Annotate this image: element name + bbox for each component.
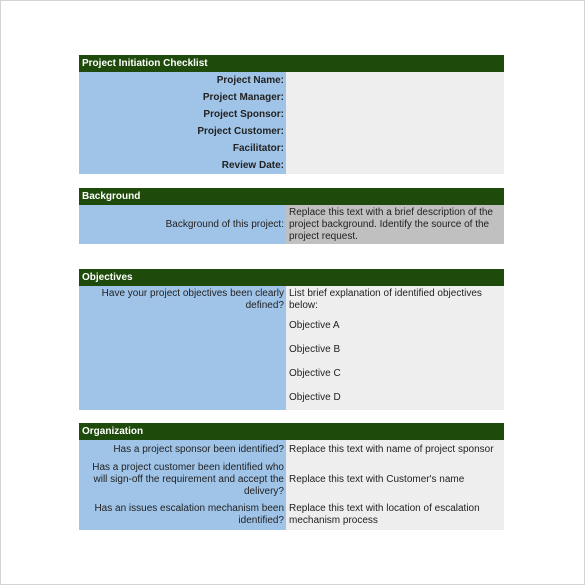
background-value[interactable]: Replace this text with a brief description of the project background. Identify the source of the project request.	[286, 205, 504, 244]
field-row	[79, 157, 504, 174]
review-date-label: Review Date:	[79, 157, 286, 174]
customer-answer[interactable]: Replace this text with Customer's name	[286, 460, 504, 502]
organization-section	[79, 423, 504, 530]
project-customer-label: Project Customer:	[79, 123, 286, 140]
objectives-question: Have your project objectives been clearly defined?	[79, 286, 286, 410]
project-manager-value[interactable]	[286, 89, 504, 106]
sponsor-question: Has a project sponsor been identified?	[79, 440, 286, 460]
initiation-section	[79, 55, 504, 174]
objective-item: Objective A	[289, 320, 340, 331]
escalation-answer[interactable]: Replace this text with location of escalation mechanism process	[286, 502, 504, 530]
background-section	[79, 188, 504, 244]
initiation-header: Project Initiation Checklist	[79, 55, 504, 72]
objective-item: Objective C	[289, 368, 341, 379]
project-name-value[interactable]	[286, 72, 504, 89]
objectives-section	[79, 269, 504, 410]
background-row	[79, 205, 504, 244]
objectives-header: Objectives	[79, 269, 504, 286]
review-date-value[interactable]	[286, 157, 504, 174]
field-row	[79, 72, 504, 89]
background-label: Background of this project:	[79, 205, 286, 244]
project-customer-value[interactable]	[286, 123, 504, 140]
project-sponsor-label: Project Sponsor:	[79, 106, 286, 123]
organization-row	[79, 460, 504, 502]
facilitator-value[interactable]	[286, 140, 504, 157]
organization-row	[79, 440, 504, 460]
field-row	[79, 106, 504, 123]
project-manager-label: Project Manager:	[79, 89, 286, 106]
objectives-intro: List brief explanation of identified objectives below:	[289, 288, 482, 311]
field-row	[79, 140, 504, 157]
objectives-value[interactable]	[286, 286, 504, 410]
organization-header: Organization	[79, 423, 504, 440]
customer-question: Has a project customer been identified who will sign-off the requirement and accept the delivery?	[79, 460, 286, 502]
field-row	[79, 89, 504, 106]
project-name-label: Project Name:	[79, 72, 286, 89]
escalation-question: Has an issues escalation mechanism been identified?	[79, 502, 286, 530]
facilitator-label: Facilitator:	[79, 140, 286, 157]
objectives-row	[79, 286, 504, 410]
field-row	[79, 123, 504, 140]
background-header: Background	[79, 188, 504, 205]
organization-row	[79, 502, 504, 530]
project-sponsor-value[interactable]	[286, 106, 504, 123]
sponsor-answer[interactable]: Replace this text with name of project sponsor	[286, 440, 504, 460]
objective-item: Objective D	[289, 392, 341, 403]
objective-item: Objective B	[289, 344, 341, 355]
